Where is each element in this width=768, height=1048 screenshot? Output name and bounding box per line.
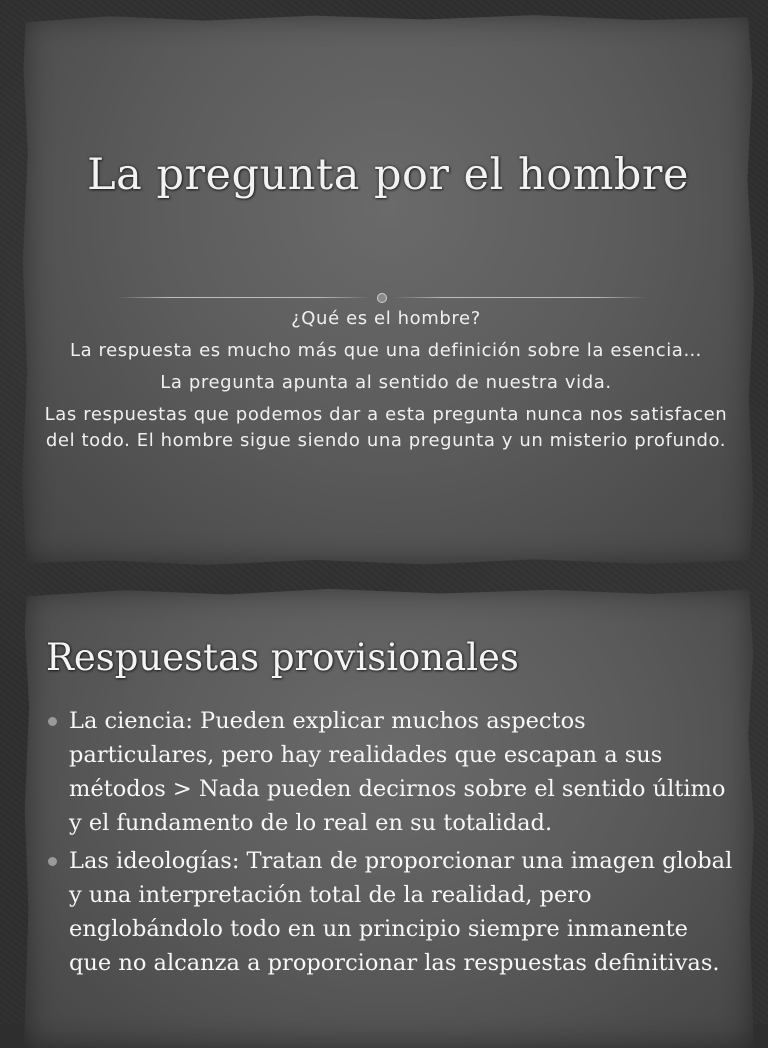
slide-2-title: Respuestas provisionales [46,636,519,679]
bullet-dot-icon [48,857,57,866]
slide-2-bullet-list [46,704,736,984]
subtitle-paragraph-1: ¿Qué es el hombre? [291,308,481,329]
bullet-item-2 [46,844,736,980]
subtitle-paragraph-2: La respuesta es mucho más que una definición sobre la esencia… [69,340,703,361]
divider-ornament-icon [377,293,387,303]
bullet-text-1: La ciencia: Pueden explicar muchos aspectos particulares, pero hay realidades que escapan a sus métodos > Nada pueden decirnos sobre el sentido último y el fundamento de lo real en su totalidad. [69,708,726,836]
slide-1-title: La pregunta por el hombre [87,150,689,200]
bullet-item-1 [46,704,736,840]
slide-1-subtitle [36,306,736,460]
bullet-dot-icon [48,717,57,726]
bullet-text-2: Las ideologías: Tratan de proporcionar una imagen global y una interpretación total de la realidad, pero englobándolo todo en un principio siempre inmanente que no alcanza a proporcionar las respuestas definitivas. [69,848,733,976]
divider-line-right [394,297,646,298]
subtitle-paragraph-4: Las respuestas que podemos dar a esta pregunta nunca nos satisfacen del todo. El hombre sigue siendo una pregunta y un misterio profundo. [44,404,728,451]
title-divider [118,293,646,303]
divider-line-left [118,297,370,298]
subtitle-paragraph-3: La pregunta apunta al sentido de nuestra vida. [160,372,612,393]
slide-1-panel [22,14,754,566]
